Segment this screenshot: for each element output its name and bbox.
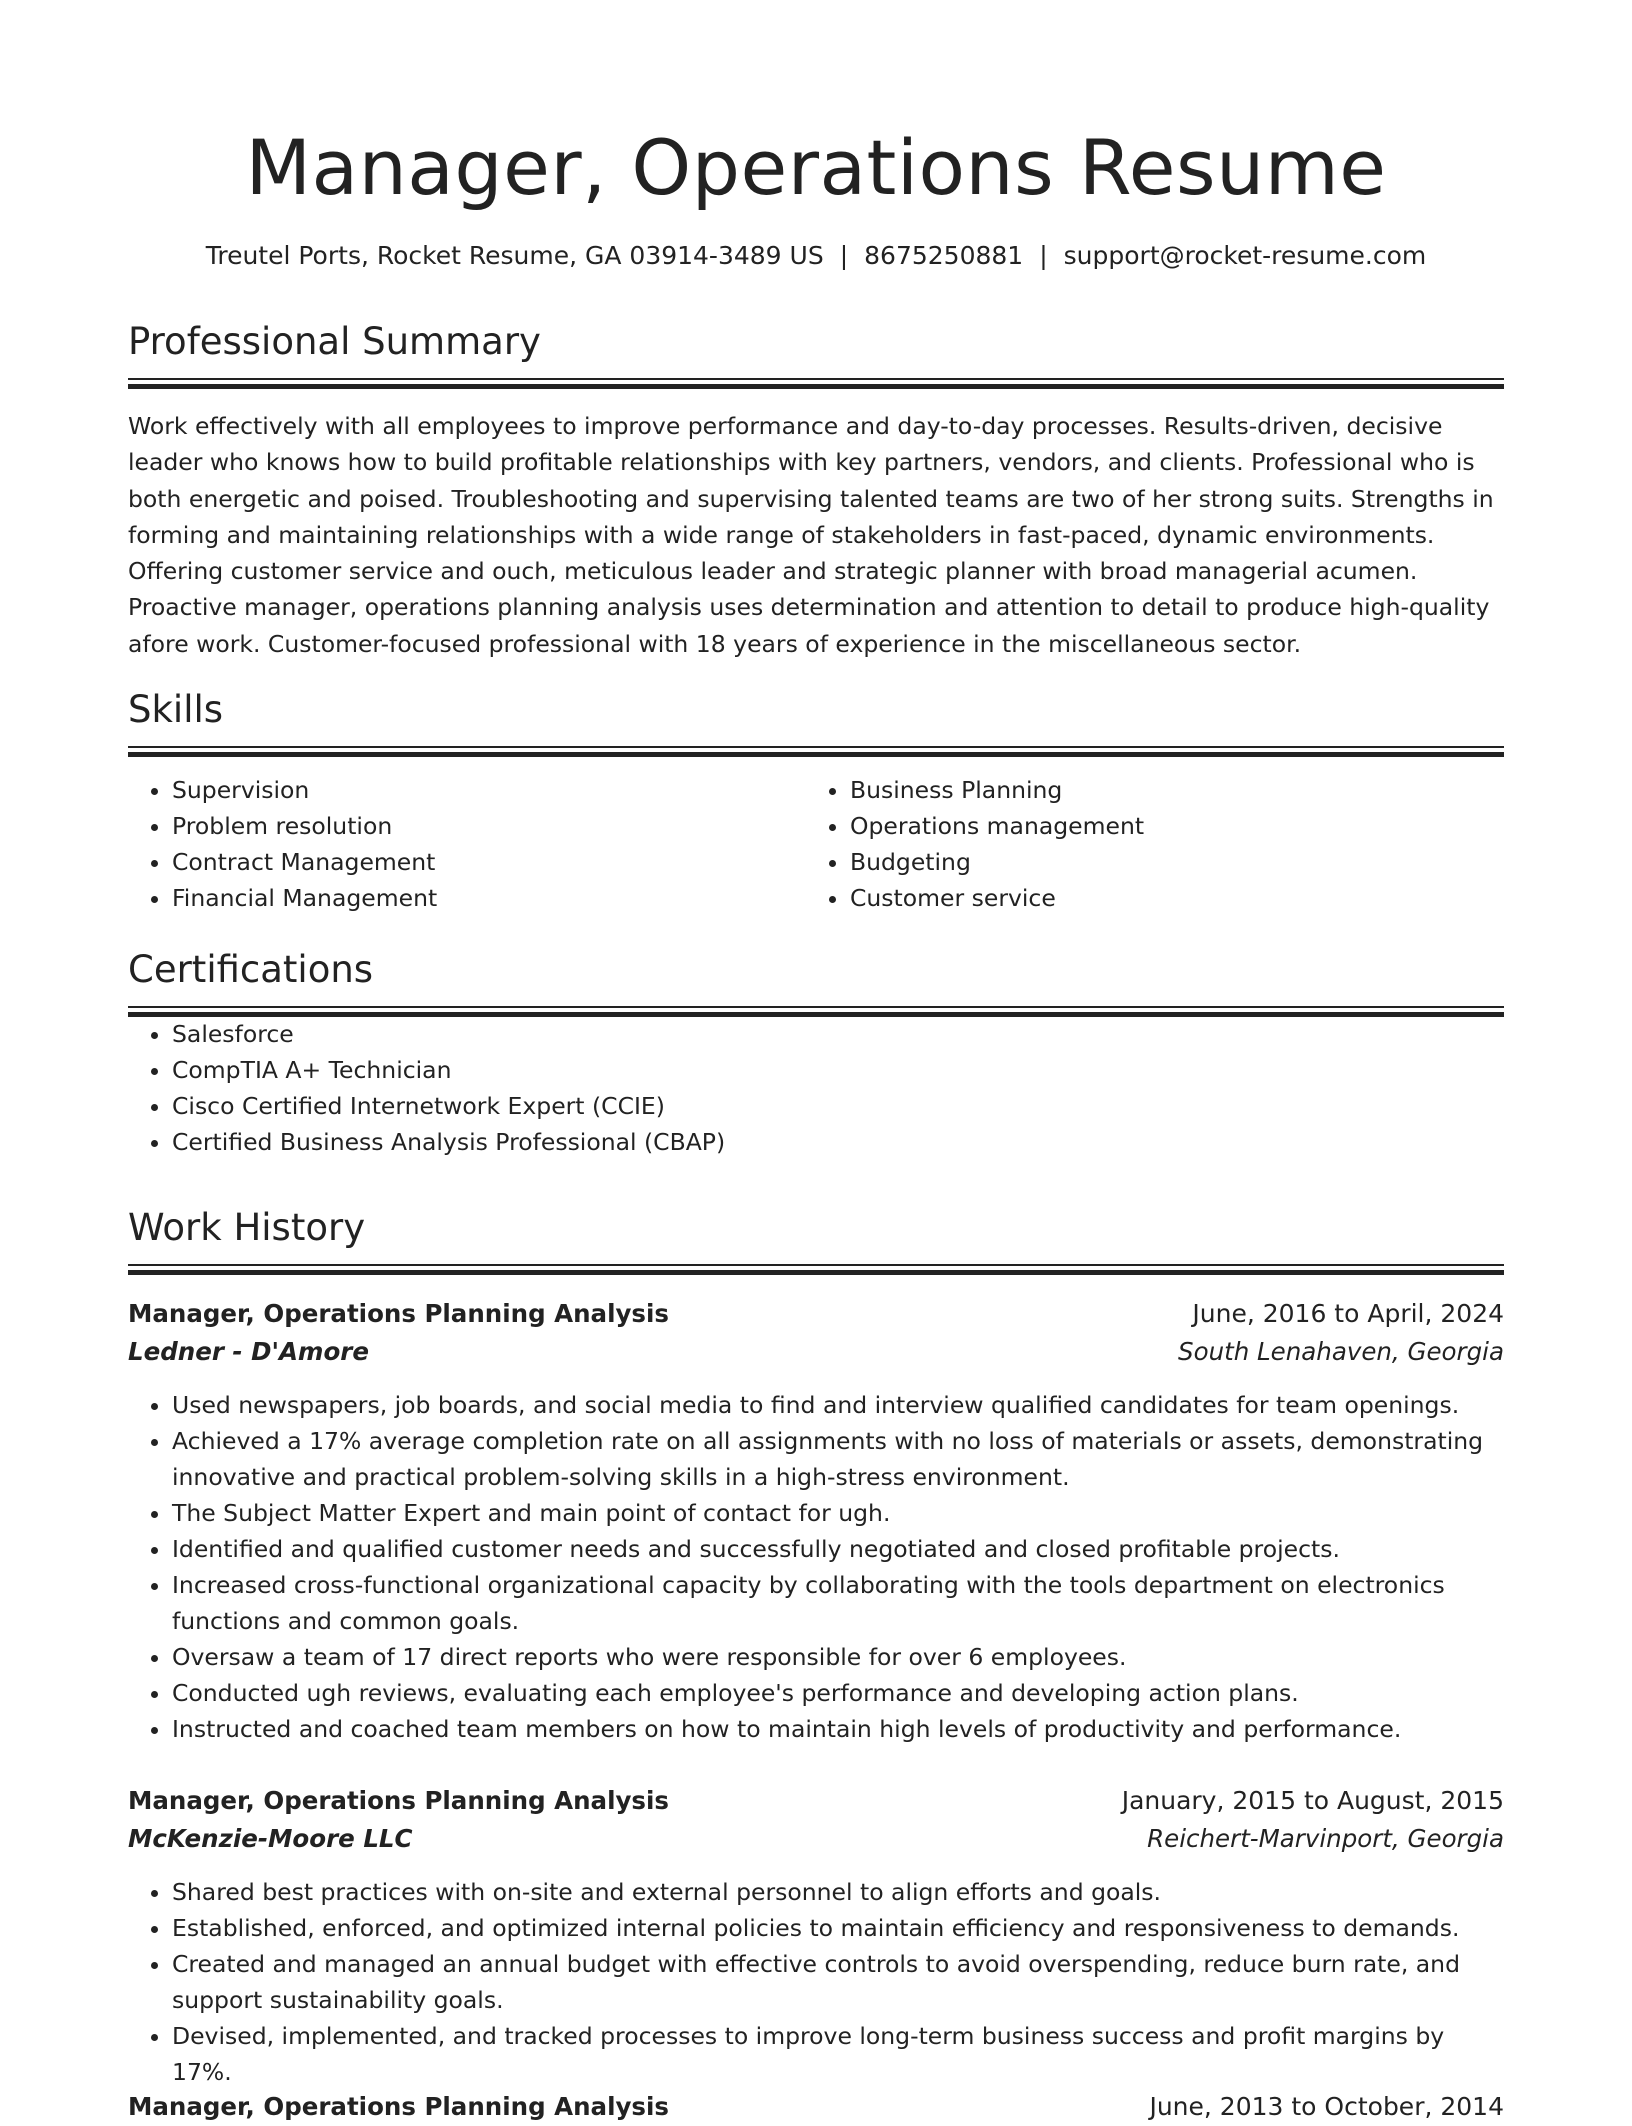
list-item: • Problem resolution	[172, 808, 806, 844]
list-item: • Increased cross-functional organizational capacity by collaborating with the tools department on electronics functions and common goals.	[172, 1567, 1504, 1639]
list-item: • Instructed and coached team members on how to maintain high levels of productivity and performance.	[172, 1711, 1504, 1747]
list-item: • Budgeting	[850, 844, 1484, 880]
work-history-section	[128, 1204, 1504, 1274]
skills-section	[128, 686, 1504, 916]
job-company-row	[128, 1820, 1504, 1858]
skills-list-left	[128, 772, 806, 916]
contact-line	[128, 238, 1504, 274]
job-header-row	[128, 1295, 1504, 1333]
phone: 8675250881	[864, 241, 1024, 270]
list-item: • Established, enforced, and optimized internal policies to maintain efficiency and responsiveness to demands.	[172, 1910, 1504, 1946]
page-title: Manager, Operations Resume	[245, 123, 1387, 212]
job-company-row	[128, 1333, 1504, 1371]
list-item: • Devised, implemented, and tracked processes to improve long-term business success and profit margins by 17%.	[172, 2018, 1504, 2090]
section-rule	[128, 1264, 1504, 1274]
list-item: • Conducted ugh reviews, evaluating each employee's performance and developing action plans.	[172, 1675, 1504, 1711]
skills-heading: Skills	[128, 688, 224, 731]
job-title: Manager, Operations Planning Analysis	[128, 1786, 669, 1815]
job-location: Reichert-Marvinport, Georgia	[1147, 1824, 1504, 1853]
list-item: • Shared best practices with on-site and external personnel to align efforts and goals.	[172, 1874, 1504, 1910]
list-item: • CompTIA A+ Technician	[172, 1052, 1504, 1088]
job-title: Manager, Operations Planning Analysis	[128, 2092, 669, 2121]
job-title: Manager, Operations Planning Analysis	[128, 1299, 669, 1328]
job-dates: June, 2013 to October, 2014	[1149, 2092, 1504, 2121]
list-item: • Salesforce	[172, 1016, 1504, 1052]
job-entry	[128, 1295, 1504, 1747]
certifications-heading: Certifications	[128, 948, 374, 991]
list-item: • Financial Management	[172, 880, 806, 916]
list-item: • Created and managed an annual budget with effective controls to avoid overspending, reduce burn rate, and support sustainability goals.	[172, 1946, 1504, 2018]
section-rule	[128, 1006, 1504, 1016]
certifications-section	[128, 946, 1504, 1160]
address: Treutel Ports, Rocket Resume, GA 03914-3489 US	[205, 241, 824, 270]
skills-column-left	[128, 772, 806, 916]
job-header-row	[128, 2088, 1504, 2126]
list-item: • Customer service	[850, 880, 1484, 916]
list-item: • Identified and qualified customer needs and successfully negotiated and closed profitable projects.	[172, 1531, 1504, 1567]
job-entry	[128, 2088, 1504, 2126]
summary-section	[128, 318, 1504, 662]
job-company: McKenzie-Moore LLC	[128, 1824, 413, 1853]
job-dates: January, 2015 to August, 2015	[1121, 1786, 1504, 1815]
job-bullets	[128, 1874, 1504, 2090]
summary-text: Work effectively with all employees to improve performance and day-to-day processes. Results-driven, decisive leader who knows how to build profitable relationships with key partners, vendors, and clients. Professional who is both energetic and poised. Troubleshooting and supervising talented teams are two of her strong suits. Strengths in forming and maintaining relationships with a wide range of stakeholders in fast-paced, dynamic environments. Offering customer service and ouch, meticulous leader and strategic planner with broad managerial acumen. Proactive manager, operations planning analysis uses determination and attention to detail to produce high-quality afore work. Customer-focused professional with 18 years of experience in the miscellaneous sector.	[128, 412, 1494, 658]
skills-list-right	[806, 772, 1484, 916]
summary-heading: Professional Summary	[128, 320, 541, 363]
certifications-list	[128, 1016, 1504, 1160]
job-bullets	[128, 1387, 1504, 1747]
list-item: • Oversaw a team of 17 direct reports who were responsible for over 6 employees.	[172, 1639, 1504, 1675]
list-item: • Contract Management	[172, 844, 806, 880]
list-item: • Operations management	[850, 808, 1484, 844]
job-location: South Lenahaven, Georgia	[1178, 1337, 1504, 1366]
skills-column-right	[806, 772, 1484, 916]
job-header-row	[128, 1782, 1504, 1820]
list-item: • Achieved a 17% average completion rate on all assignments with no loss of materials or assets, demonstrating innovative and practical problem-solving skills in a high-stress environment.	[172, 1423, 1504, 1495]
skills-grid	[128, 772, 1504, 916]
job-dates: June, 2016 to April, 2024	[1192, 1299, 1504, 1328]
email: support@rocket-resume.com	[1063, 241, 1427, 270]
job-entry	[128, 1782, 1504, 2090]
separator: |	[839, 241, 849, 270]
list-item: • Used newspapers, job boards, and social media to find and interview qualified candidates for team openings.	[172, 1387, 1504, 1423]
list-item: • Certified Business Analysis Professional (CBAP)	[172, 1124, 1504, 1160]
section-rule	[128, 746, 1504, 756]
list-item: • Supervision	[172, 772, 806, 808]
list-item: • The Subject Matter Expert and main point of contact for ugh.	[172, 1495, 1504, 1531]
work-history-heading: Work History	[128, 1206, 366, 1249]
list-item: • Cisco Certified Internetwork Expert (CCIE)	[172, 1088, 1504, 1124]
section-rule	[128, 378, 1504, 388]
job-company: Ledner - D'Amore	[128, 1337, 369, 1366]
list-item: • Business Planning	[850, 772, 1484, 808]
separator: |	[1039, 241, 1048, 270]
